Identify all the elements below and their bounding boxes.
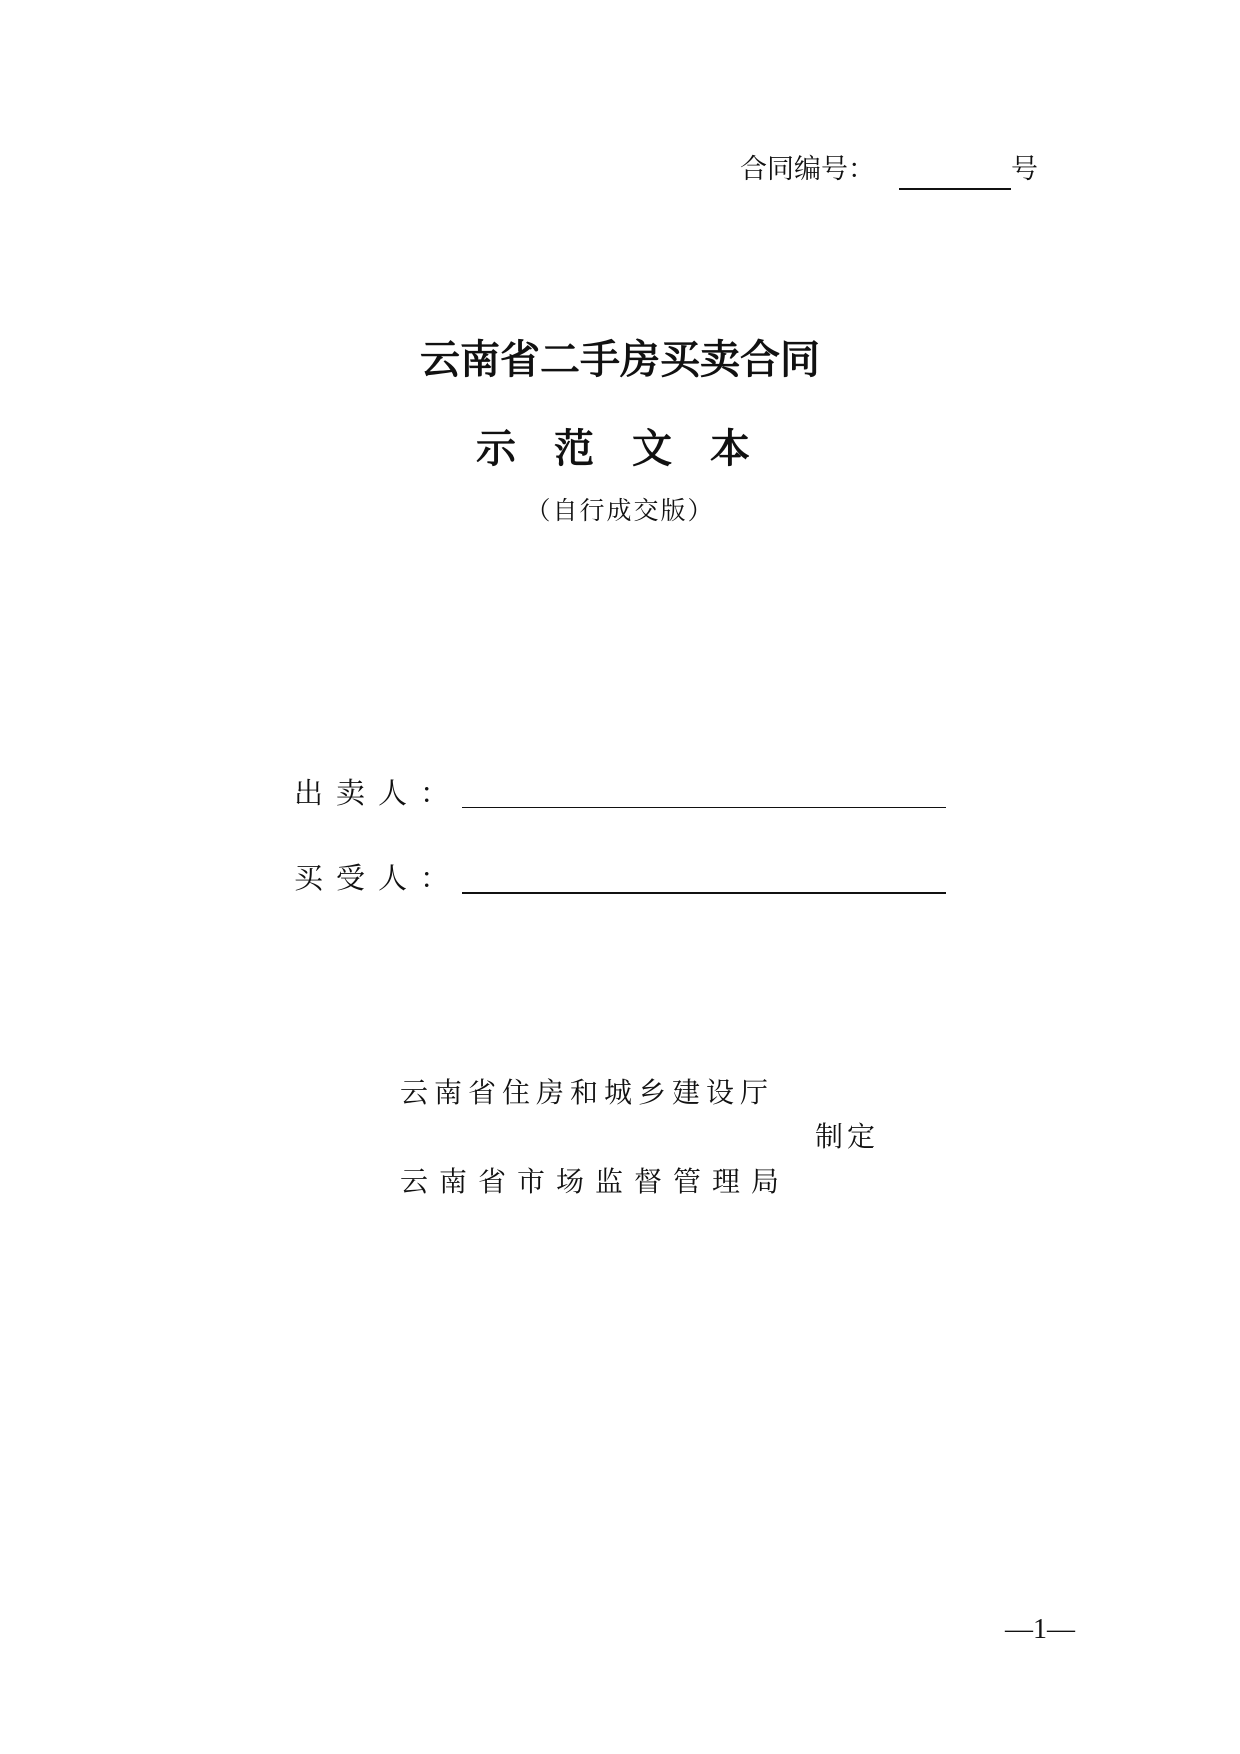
enacted-label: 制定 [815, 1120, 880, 1153]
contract-number-line [740, 150, 1038, 190]
seller-colon: ： [420, 776, 450, 810]
contract-number-suffix: 号 [1011, 154, 1038, 185]
document-title: 云南省二手房买卖合同 [420, 336, 820, 383]
seller-row [294, 773, 449, 813]
issuer-market-regulation-bureau: 云南省市场监督管理局 [400, 1165, 791, 1198]
page-number: —1— [1005, 1614, 1075, 1645]
document-subtitle: 示范文本 [476, 425, 788, 472]
buyer-colon: ： [420, 861, 450, 895]
seller-fill-line [462, 807, 946, 808]
buyer-label: 买受人 [294, 861, 421, 895]
contract-number-blank [899, 158, 1011, 190]
issuer-housing-department: 云南省住房和城乡建设厅 [400, 1076, 775, 1109]
buyer-fill-line [462, 892, 946, 894]
buyer-row [294, 858, 449, 898]
document-edition: （自行成交版） [525, 496, 715, 525]
seller-label: 出卖人 [294, 776, 421, 810]
contract-number-label: 合同编号： [740, 154, 875, 185]
